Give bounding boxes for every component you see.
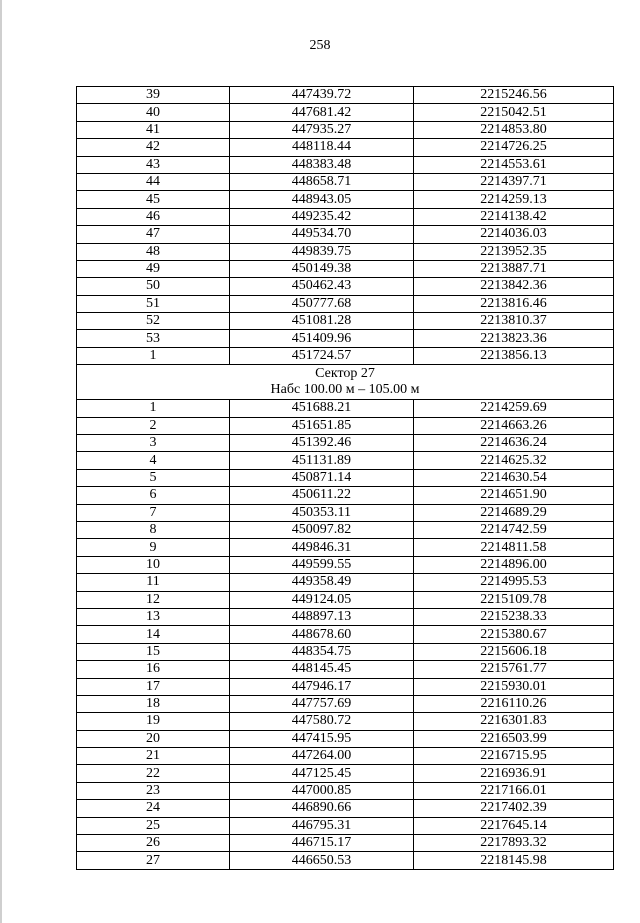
point-number-cell: 45 [77,191,230,208]
point-number-cell: 51 [77,295,230,312]
point-number-cell: 42 [77,139,230,156]
point-number-cell: 44 [77,173,230,190]
x-coordinate-cell: 451724.57 [230,347,414,364]
table-row [77,452,614,469]
table-row [77,121,614,138]
y-coordinate-cell: 2214896.00 [414,556,614,573]
x-coordinate-cell: 450777.68 [230,295,414,312]
table-row [77,173,614,190]
x-coordinate-cell: 447946.17 [230,678,414,695]
table-row [77,713,614,730]
y-coordinate-cell: 2216936.91 [414,765,614,782]
point-number-cell: 16 [77,661,230,678]
table-row [77,260,614,277]
sector-title: Сектор 27 [315,366,375,382]
x-coordinate-cell: 450097.82 [230,521,414,538]
table-row [77,800,614,817]
point-number-cell: 40 [77,104,230,121]
y-coordinate-cell: 2215930.01 [414,678,614,695]
x-coordinate-cell: 448943.05 [230,191,414,208]
y-coordinate-cell: 2214651.90 [414,487,614,504]
table-row [77,295,614,312]
table-row [77,678,614,695]
point-number-cell: 4 [77,452,230,469]
x-coordinate-cell: 450871.14 [230,469,414,486]
point-number-cell: 1 [77,347,230,364]
table-row [77,608,614,625]
table-row [77,313,614,330]
table-row [77,104,614,121]
table-row [77,208,614,225]
table-row [77,539,614,556]
y-coordinate-cell: 2215109.78 [414,591,614,608]
table-row [77,487,614,504]
point-number-cell: 52 [77,313,230,330]
point-number-cell: 5 [77,469,230,486]
point-number-cell: 15 [77,643,230,660]
x-coordinate-cell: 447681.42 [230,104,414,121]
table-row [77,695,614,712]
y-coordinate-cell: 2216301.83 [414,713,614,730]
y-coordinate-cell: 2213816.46 [414,295,614,312]
x-coordinate-cell: 448897.13 [230,608,414,625]
point-number-cell: 53 [77,330,230,347]
y-coordinate-cell: 2216503.99 [414,730,614,747]
point-number-cell: 46 [77,208,230,225]
x-coordinate-cell: 451131.89 [230,452,414,469]
table-row [77,469,614,486]
x-coordinate-cell: 449846.31 [230,539,414,556]
x-coordinate-cell: 451392.46 [230,435,414,452]
point-number-cell: 21 [77,748,230,765]
point-number-cell: 23 [77,782,230,799]
x-coordinate-cell: 449534.70 [230,226,414,243]
x-coordinate-cell: 448354.75 [230,643,414,660]
table-row [77,730,614,747]
point-number-cell: 27 [77,852,230,869]
point-number-cell: 17 [77,678,230,695]
table-row [77,139,614,156]
point-number-cell: 19 [77,713,230,730]
point-number-cell: 3 [77,435,230,452]
point-number-cell: 7 [77,504,230,521]
x-coordinate-cell: 450462.43 [230,278,414,295]
table-row [77,835,614,852]
x-coordinate-cell: 447757.69 [230,695,414,712]
table-row [77,156,614,173]
y-coordinate-cell: 2216715.95 [414,748,614,765]
x-coordinate-cell: 449124.05 [230,591,414,608]
x-coordinate-cell: 449235.42 [230,208,414,225]
y-coordinate-cell: 2214726.25 [414,139,614,156]
y-coordinate-cell: 2214397.71 [414,173,614,190]
coordinates-table [76,86,614,870]
point-number-cell: 26 [77,835,230,852]
table-row [77,417,614,434]
sector-header-cell [77,365,614,400]
y-coordinate-cell: 2214625.32 [414,452,614,469]
scan-edge [0,0,2,923]
point-number-cell: 12 [77,591,230,608]
table-row [77,748,614,765]
point-number-cell: 1 [77,400,230,417]
y-coordinate-cell: 2213823.36 [414,330,614,347]
x-coordinate-cell: 447439.72 [230,87,414,104]
x-coordinate-cell: 448145.45 [230,661,414,678]
x-coordinate-cell: 451081.28 [230,313,414,330]
table-row [77,347,614,364]
point-number-cell: 18 [77,695,230,712]
table-row [77,643,614,660]
x-coordinate-cell: 448658.71 [230,173,414,190]
table-row [77,556,614,573]
sector-subtitle: Набс 100.00 м – 105.00 м [270,382,420,398]
sector-header-row [77,365,614,400]
x-coordinate-cell: 451688.21 [230,400,414,417]
table-row [77,852,614,869]
x-coordinate-cell: 447580.72 [230,713,414,730]
x-coordinate-cell: 449358.49 [230,574,414,591]
table-body-before [77,87,614,365]
table-body-after [77,400,614,870]
point-number-cell: 49 [77,260,230,277]
y-coordinate-cell: 2218145.98 [414,852,614,869]
x-coordinate-cell: 446650.53 [230,852,414,869]
y-coordinate-cell: 2216110.26 [414,695,614,712]
point-number-cell: 50 [77,278,230,295]
point-number-cell: 2 [77,417,230,434]
table-row [77,626,614,643]
y-coordinate-cell: 2214742.59 [414,521,614,538]
x-coordinate-cell: 446890.66 [230,800,414,817]
x-coordinate-cell: 447264.00 [230,748,414,765]
y-coordinate-cell: 2213856.13 [414,347,614,364]
x-coordinate-cell: 451409.96 [230,330,414,347]
table-row [77,87,614,104]
table-row [77,278,614,295]
point-number-cell: 8 [77,521,230,538]
y-coordinate-cell: 2215761.77 [414,661,614,678]
table-row [77,243,614,260]
x-coordinate-cell: 451651.85 [230,417,414,434]
x-coordinate-cell: 446795.31 [230,817,414,834]
x-coordinate-cell: 448678.60 [230,626,414,643]
y-coordinate-cell: 2217645.14 [414,817,614,834]
point-number-cell: 43 [77,156,230,173]
y-coordinate-cell: 2217166.01 [414,782,614,799]
y-coordinate-cell: 2214811.58 [414,539,614,556]
table-row [77,765,614,782]
x-coordinate-cell: 448118.44 [230,139,414,156]
x-coordinate-cell: 449839.75 [230,243,414,260]
x-coordinate-cell: 450149.38 [230,260,414,277]
y-coordinate-cell: 2214630.54 [414,469,614,486]
point-number-cell: 41 [77,121,230,138]
y-coordinate-cell: 2214553.61 [414,156,614,173]
y-coordinate-cell: 2214636.24 [414,435,614,452]
point-number-cell: 13 [77,608,230,625]
table-row [77,504,614,521]
point-number-cell: 39 [77,87,230,104]
y-coordinate-cell: 2214853.80 [414,121,614,138]
table-row [77,226,614,243]
y-coordinate-cell: 2213887.71 [414,260,614,277]
table-row [77,574,614,591]
x-coordinate-cell: 447000.85 [230,782,414,799]
x-coordinate-cell: 448383.48 [230,156,414,173]
point-number-cell: 24 [77,800,230,817]
y-coordinate-cell: 2214259.69 [414,400,614,417]
table-row [77,191,614,208]
point-number-cell: 9 [77,539,230,556]
point-number-cell: 22 [77,765,230,782]
y-coordinate-cell: 2215246.56 [414,87,614,104]
y-coordinate-cell: 2214138.42 [414,208,614,225]
table-row [77,435,614,452]
x-coordinate-cell: 450611.22 [230,487,414,504]
y-coordinate-cell: 2215238.33 [414,608,614,625]
page-number: 258 [309,38,331,53]
table-row [77,400,614,417]
y-coordinate-cell: 2214995.53 [414,574,614,591]
y-coordinate-cell: 2214663.26 [414,417,614,434]
point-number-cell: 20 [77,730,230,747]
y-coordinate-cell: 2214689.29 [414,504,614,521]
y-coordinate-cell: 2215380.67 [414,626,614,643]
point-number-cell: 47 [77,226,230,243]
point-number-cell: 6 [77,487,230,504]
x-coordinate-cell: 447415.95 [230,730,414,747]
table-row [77,591,614,608]
table-row [77,330,614,347]
y-coordinate-cell: 2217893.32 [414,835,614,852]
x-coordinate-cell: 449599.55 [230,556,414,573]
table-row [77,817,614,834]
y-coordinate-cell: 2214259.13 [414,191,614,208]
x-coordinate-cell: 447935.27 [230,121,414,138]
y-coordinate-cell: 2214036.03 [414,226,614,243]
point-number-cell: 25 [77,817,230,834]
x-coordinate-cell: 447125.45 [230,765,414,782]
table-row [77,782,614,799]
y-coordinate-cell: 2215042.51 [414,104,614,121]
point-number-cell: 11 [77,574,230,591]
point-number-cell: 14 [77,626,230,643]
y-coordinate-cell: 2217402.39 [414,800,614,817]
table-row [77,521,614,538]
y-coordinate-cell: 2215606.18 [414,643,614,660]
y-coordinate-cell: 2213842.36 [414,278,614,295]
point-number-cell: 10 [77,556,230,573]
sector-header-group [77,365,614,400]
point-number-cell: 48 [77,243,230,260]
x-coordinate-cell: 446715.17 [230,835,414,852]
x-coordinate-cell: 450353.11 [230,504,414,521]
table-row [77,661,614,678]
y-coordinate-cell: 2213952.35 [414,243,614,260]
y-coordinate-cell: 2213810.37 [414,313,614,330]
